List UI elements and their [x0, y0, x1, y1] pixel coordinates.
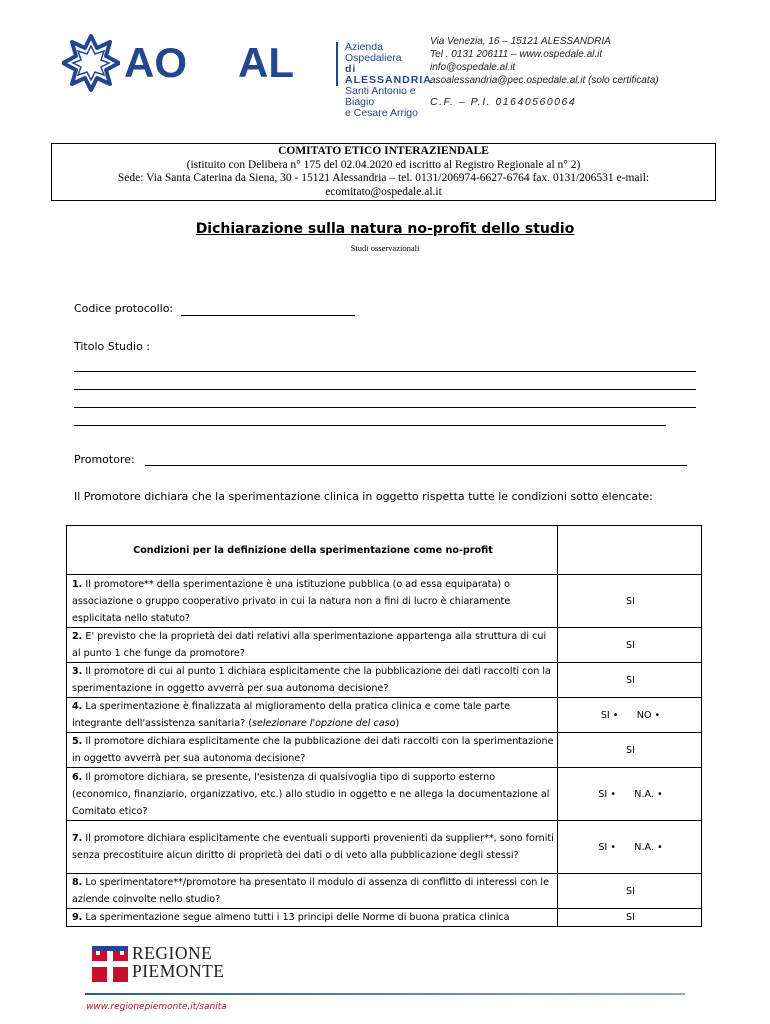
condition-number: 9. [72, 912, 83, 923]
study-title-line-1[interactable] [74, 371, 696, 372]
logo-text-al: AL [238, 39, 294, 86]
table-row [67, 663, 702, 698]
condition-number: 1. [72, 578, 83, 590]
study-title-label: Titolo Studio : [74, 340, 151, 353]
table-row [67, 909, 702, 927]
star-logo-icon [62, 34, 120, 92]
declaration-text: Il Promotore dichiara che la sperimentazione clinica in oggetto rispetta tutte le condizioni sotto elencate: [74, 490, 653, 503]
committee-email[interactable]: ecomitato@ospedale.al.it [325, 185, 442, 198]
conditions-table [66, 525, 702, 927]
protocol-input-line[interactable] [181, 315, 355, 316]
condition-text-italic: selezionare l'opzione del caso [251, 718, 396, 729]
table-header: Condizioni per la definizione della sperimentazione come no-profit [67, 526, 558, 575]
answer-cell[interactable]: SI [558, 874, 702, 909]
condition-cell [67, 733, 558, 768]
condition-cell [67, 698, 558, 733]
study-title-line-2[interactable] [74, 389, 696, 390]
footer-url[interactable]: www.regionepiemonte.it/sanita [86, 1002, 227, 1012]
aoal-logo [62, 34, 432, 119]
logo-line-2: di ALESSANDRIA [345, 63, 432, 86]
logo-line-3: Santi Antonio e Biagio [345, 85, 416, 108]
answer-cell[interactable]: SI • N.A. • [558, 821, 702, 874]
answer-cell[interactable]: SI [558, 663, 702, 698]
table-row [67, 575, 702, 628]
tax-code: C.F. – P.I. 01640560064 [430, 96, 577, 108]
logo-line-1: Azienda Ospedaliera [345, 41, 402, 64]
answer-cell[interactable]: SI [558, 628, 702, 663]
committee-line-2: Sede: Via Santa Caterina da Siena, 30 - 15121 Alessandria – tel. 0131/206974-6627-6764 fax. 0131/206531 e-mail: [117, 172, 650, 184]
logo-text-ao: AO [124, 39, 187, 86]
condition-cell [67, 663, 558, 698]
protocol-label: Codice protocollo: [74, 302, 174, 315]
answer-cell[interactable]: SI • N.A. • [558, 768, 702, 821]
condition-text: La sperimentazione segue almeno tutti i 13 principi delle Norme di buona pratica clinica [85, 912, 510, 923]
table-header-answer [558, 526, 702, 575]
table-row [67, 821, 702, 874]
regione-line-2: PIEMONTE [132, 961, 225, 981]
piemonte-flag-icon [92, 946, 128, 982]
answer-cell[interactable]: SI [558, 909, 702, 927]
condition-text: Il promotore dichiara, se presente, l'esistenza di qualsivoglia tipo di supporto esterno (economico, finanziario, organizzativo, etc.) allo studio in oggetto e ne allega la documentazione al Comitato etico? [72, 771, 550, 817]
regione-line-1: REGIONE [132, 943, 213, 963]
condition-text: Il promotore** della sperimentazione è una istituzione pubblica (o ad essa equiparata) o associazione o gruppo cooperativo privato in cui la natura non a fini di lucro è chiaramente esplicitata nello statuto? [72, 578, 511, 624]
condition-number: 6. [72, 771, 83, 783]
table-row [67, 628, 702, 663]
logo-separator [336, 42, 338, 86]
regione-text [132, 944, 224, 980]
condition-cell [67, 909, 558, 927]
answer-cell[interactable]: SI [558, 733, 702, 768]
study-title-line-3[interactable] [74, 407, 696, 408]
promoter-label: Promotore: [74, 453, 135, 466]
condition-text: La sperimentazione è finalizzata al miglioramento della pratica clinica e come tale parte integrante dell'assistenza sanitaria? ( [72, 701, 511, 729]
committee-title: COMITATO ETICO INTERAZIENDALE [278, 145, 489, 157]
condition-number: 3. [72, 666, 83, 677]
table-header-row [67, 526, 702, 575]
table-row [67, 874, 702, 909]
condition-number: 4. [72, 701, 83, 712]
condition-cell [67, 628, 558, 663]
condition-text: Il promotore di cui al punto 1 dichiara esplicitamente che la pubblicazione dei dati raccolti con la sperimentazione in oggetto avverrà per sua autonoma decisione? [72, 666, 551, 694]
condition-number: 8. [72, 877, 83, 888]
condition-number: 2. [72, 631, 83, 642]
table-row [67, 698, 702, 733]
regione-piemonte-logo [92, 944, 272, 988]
committee-box [51, 143, 716, 201]
logo-caption [345, 42, 432, 119]
footer-divider [85, 993, 685, 995]
logo-line-4: e Cesare Arrigo [345, 107, 418, 119]
contact-block [430, 35, 659, 87]
table-row [67, 733, 702, 768]
committee-line-1: (istituito con Delibera n° 175 del 02.04.2020 ed iscritto al Registro Regionale al n° 2) [186, 158, 581, 171]
condition-text: E' previsto che la proprietà dei dati relativi alla sperimentazione appartenga alla struttura di cui al punto 1 che funge da promotore? [72, 631, 547, 659]
contact-pec[interactable]: asoalessandria@pec.ospedale.al.it (solo certificata) [430, 75, 659, 86]
contact-address: Via Venezia, 16 – 15121 ALESSANDRIA [430, 36, 611, 47]
answer-cell[interactable]: SI • NO • [558, 698, 702, 733]
condition-number: 7. [72, 833, 83, 844]
condition-cell [67, 874, 558, 909]
condition-cell [67, 575, 558, 628]
table-row [67, 768, 702, 821]
condition-text: Lo sperimentatore**/promotore ha presentato il modulo di assenza di conflitto di interessi con le aziende coinvolte nello studio? [72, 877, 549, 905]
condition-cell [67, 821, 558, 874]
answer-cell[interactable]: SI [558, 575, 702, 628]
study-title-line-4[interactable] [74, 425, 666, 426]
condition-text: Il promotore dichiara esplicitamente che la pubblicazione dei dati raccolti con la sperimentazione in oggetto avverrà per sua autonoma decisione? [72, 736, 554, 764]
condition-cell [67, 768, 558, 821]
condition-text: Il promotore dichiara esplicitamente che eventuali supporti provenienti da supplier**, sono forniti senza precostituire alcun diritto di proprietà dei dati o di veto alla pubblicazione degli stessi? [72, 833, 554, 861]
condition-number: 5. [72, 736, 83, 747]
contact-email[interactable]: info@ospedale.al.it [430, 62, 516, 73]
condition-text-end: ) [395, 718, 400, 729]
contact-phone-web[interactable]: Tel . 0131 206111 – www.ospedale.al.it [430, 49, 603, 60]
promoter-input-line[interactable] [145, 465, 687, 466]
document-title: Dichiarazione sulla natura no-profit dello studio [195, 221, 575, 237]
document-subtitle: Studi osservazionali [350, 243, 420, 253]
